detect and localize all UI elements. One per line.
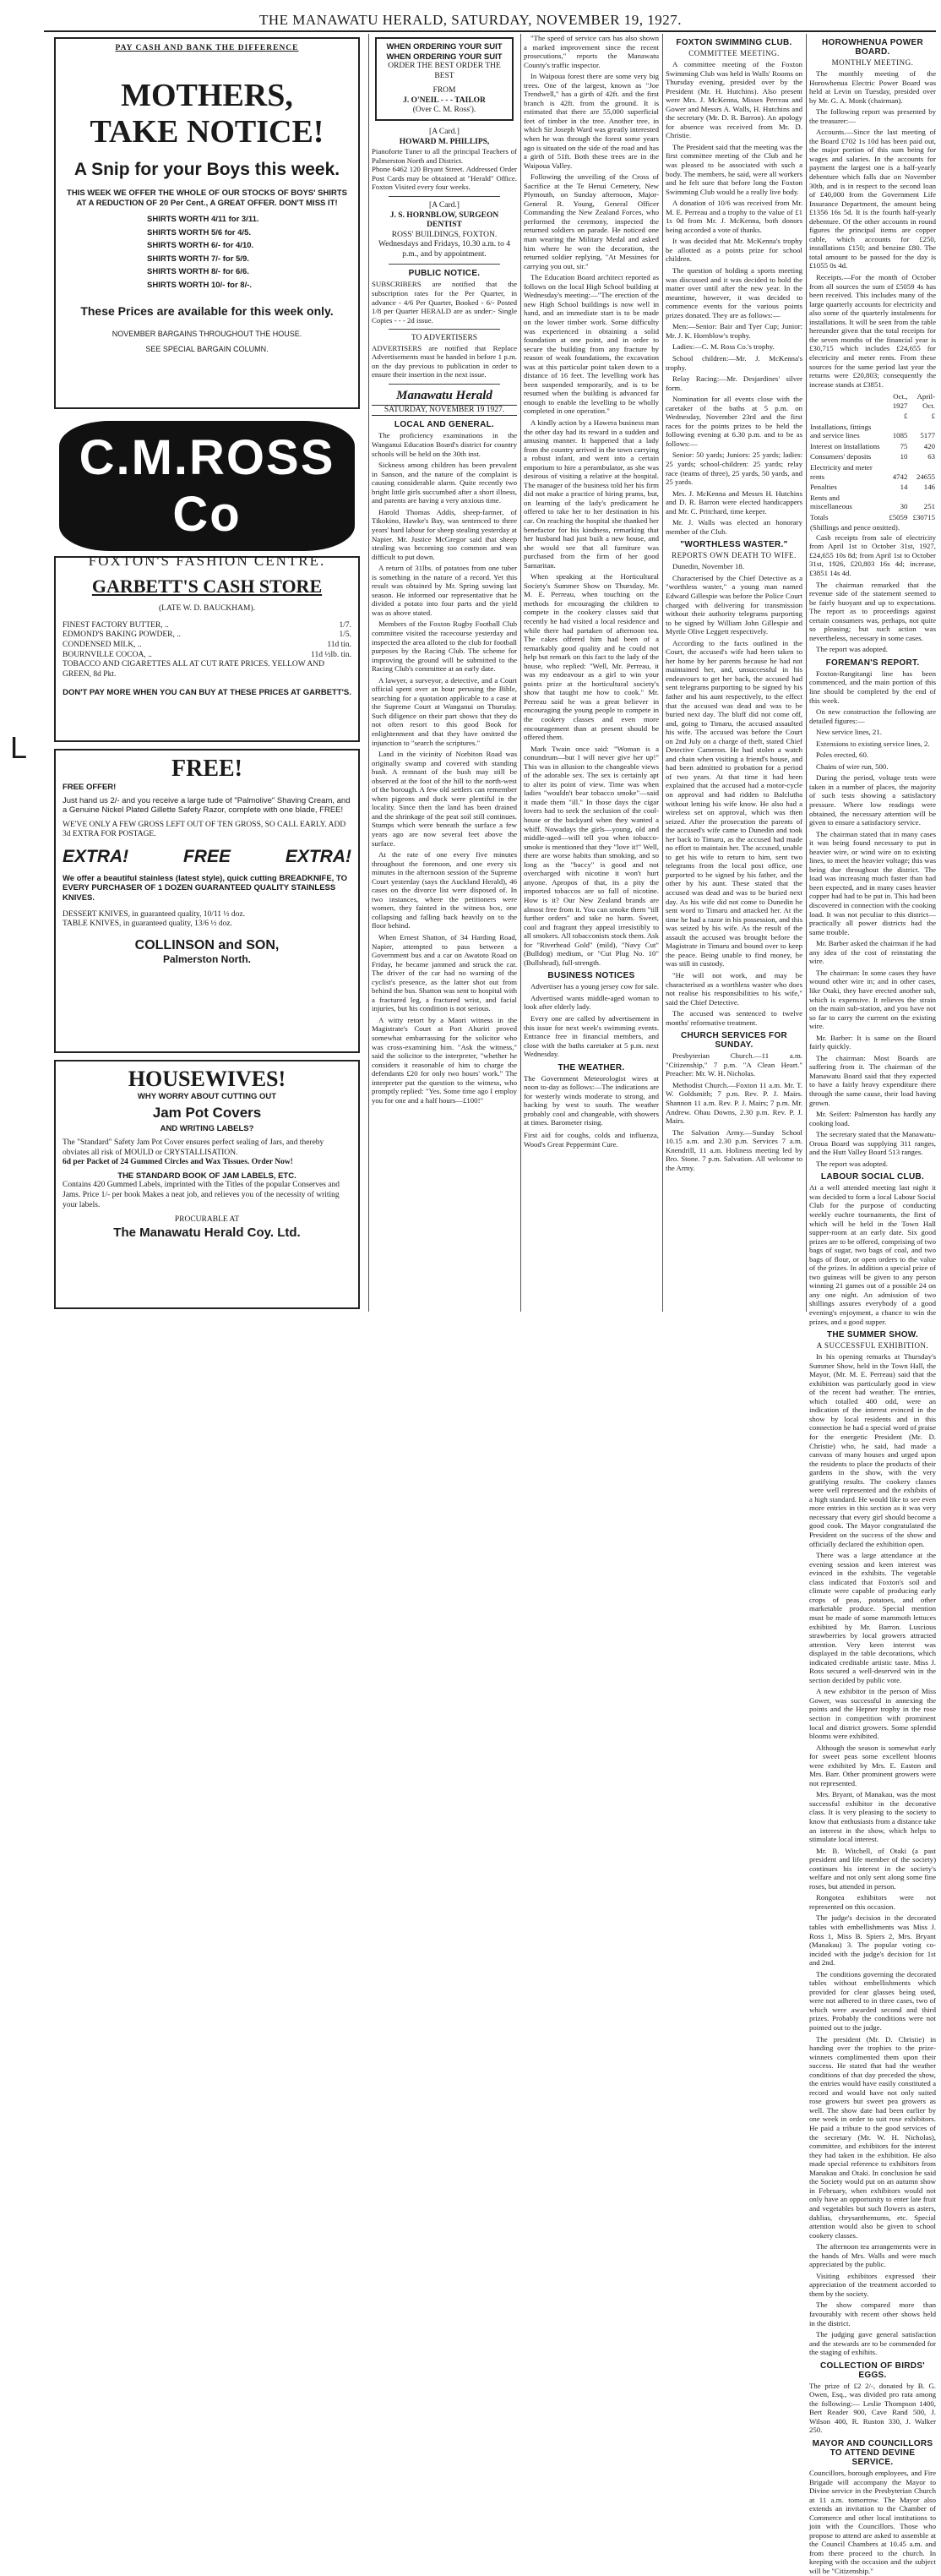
extra-text: We offer a beautiful stainless (latest style), quick cutting BREADKNIFE, TO EVERY PURCHASER OF 1 DOZEN GUARANTEED QUALITY STAINLESS KNIVES. bbox=[63, 873, 347, 903]
column-4 bbox=[666, 34, 802, 1314]
local-paragraph: When Ernest Shatton, of 34 Harding Road, Napier, attempted to pass between a Government bus and a car on Awatoto Road on Friday, he became jammed and struck the car. The driver of the car had no warning of the cyclist's presence, as the latter shot out from behind the bus. Shatton was sent to hospital with a fractured leg, a fractured wrist, and facial injuries, but his condition is not serious. bbox=[372, 933, 517, 1013]
collinson-name: COLLINSON and SON, bbox=[134, 937, 280, 952]
church-text bbox=[666, 1051, 802, 1172]
power-board-heading: HOROWHENUA POWER BOARD. bbox=[822, 38, 923, 57]
table-header-row bbox=[809, 391, 936, 411]
table-header-cell bbox=[809, 411, 883, 422]
table-cell: 63 bbox=[927, 452, 935, 461]
swimming-paragraph: Nomination for all events close with the caretaker of the baths at 5 p.m. on Wednesday, November 23rd and the first races for the points prizes to be held the following evening at 6.30 p.m. and to be as follows:— bbox=[666, 395, 802, 448]
birds-heading: COLLECTION OF BIRDS' EGGS. bbox=[820, 2360, 925, 2380]
table-knives: TABLE KNIVES, in guaranteed quality, 13/6 ½ doz. bbox=[63, 920, 232, 929]
power-paragraph: Cash receipts from sale of electricity from April 1st to October 31st, 1927, £24,655 10s 8d; from April 1st to October 31st, 1926, £20,803 16s 4d; increase, £3851 14s 4d. bbox=[809, 532, 936, 577]
summer-show-text bbox=[809, 1352, 936, 2357]
table-cell: Penalties bbox=[810, 483, 837, 492]
show-paragraph: A new exhibitor in the person of Miss Gower, was successful in annexing the points and the Hepner trophy in the rose section in competition with prominent local and district growers. Some splendid blooms were exhibited. bbox=[809, 1687, 936, 1741]
foreman-paragraph: Mr. Barber: It is same on the Board fairly quickly. bbox=[809, 1033, 936, 1051]
article-paragraph: The Education Board architect reported as follows on the local High School building at Wednesday's meeting:—"The erection of the new High School buildings is now well in hand, and an immediate start is to be made on the lower timber work. Some difficulty was experienced in obtaining a solid foundation at one point, and in order to secure the building from any fracture by reason of weak foundations, the excavation was at this particular point taken down to a distance of 16 feet. The levelling work has been suspended temporarily, and is to be resumed when the building is advanced far enough to enable the levelling to be wholly completed in one operation." bbox=[524, 273, 659, 416]
ross-logo: C.M.ROSS Co bbox=[59, 421, 355, 551]
local-paragraph: At the rate of one every five minutes throughout the forenoon, and one every six minutes in the afternoon session of the Supreme Court yesterday (says the Auckland Herald), 46 cases on the divorce list were disposed of. In two instances, where the petitioners were women, they fainted in the witness box, one collapsing and falling back heavily on to the floor behind. bbox=[372, 850, 517, 931]
local-paragraph: A witty retort by a Maori witness in the Magistrate's Court at Port Ahuriri proved somewhat embarrassing for the solicitor who was cross-examining him. "Ask the witness," said the solicitor to the interpreter, "whether he considers it reasonable of him to charge the defendants £20 for only two hours' work." The interpreter put the question to the witness, who promptly replied: "Yes. Some time ago I employ you for one and a half hours—£100!" bbox=[372, 1015, 517, 1105]
margin-mark: L bbox=[10, 730, 28, 765]
table-row bbox=[809, 482, 936, 493]
column-2 bbox=[372, 34, 517, 1314]
foreman-paragraph: During the period, voltage tests were taken in a number of places, the majority of such tests showing a satisfactory pressure. Where low readings were obtained, the necessary attention will be given to ensure a satisfactory service. bbox=[809, 773, 936, 827]
order-best: ORDER THE BEST ORDER THE BEST bbox=[388, 62, 501, 80]
local-paragraph: Land in the vicinity of Norbiton Road was originally swamp and covered with standing bush. A remnant of the bush may still be observed at the foot of the hill to the north-west of the borough. A few old settlers can remember when pigeons and duck were plentiful in the locality. Since then the land has been drained and the shrinkage of the peat soil still continues. Stumps which were beneath the surface a few years ago are now several feet above the surface. bbox=[372, 750, 517, 848]
table-cell: 75 bbox=[900, 441, 908, 450]
prices-note: These Prices are available for this week only. bbox=[80, 303, 334, 318]
swimming-paragraph: Senior: 50 yards; Juniors: 25 yards; ladies: 25 yards; school-children: 25 yards; relay race (teams of three), 25 yards, 50 yards, and 25 yards. bbox=[666, 450, 802, 487]
collinson-town: Palmerston North. bbox=[162, 952, 251, 965]
summer-show-subheading: A SUCCESSFUL EXHIBITION. bbox=[816, 1341, 929, 1351]
ross-tagline: FOXTON'S FASHION CENTRE. bbox=[88, 553, 326, 569]
church-heading: CHURCH SERVICES FOR SUNDAY. bbox=[680, 1031, 788, 1051]
table-cell: £5059 bbox=[889, 512, 908, 521]
power-paragraph: Receipts.—For the month of October from all sources the sum of £5059 4s has been received. This includes many of the large quarterly accounts for electricity and also some of the quarterly instalments for installations. It will be seen from the table hereunder given that the total receipts for the seven months of the financial year is £30,715 which includes £24,655 for electricity and meter rents. From these sources for the same period last year the returns were £20,803; consequently the increase stands at £3851. bbox=[809, 273, 936, 389]
local-paragraph: Sickness among children has been prevalent in Sanson, and the nature of the complaint is causing considerable alarm. Quite recently two bright little girls succumbed after a short illness, and parents are having a very anxious time. bbox=[372, 461, 517, 505]
free-title: FREE! bbox=[171, 756, 242, 782]
local-general-heading: LOCAL AND GENERAL. bbox=[394, 420, 495, 430]
column-rule-2 bbox=[520, 34, 521, 1312]
mothers-ad bbox=[54, 37, 360, 409]
foreman-paragraph: Foxton-Rangitangi line has been commenced, and the main portion of this line should be completed by the end of this week. bbox=[809, 669, 936, 705]
table-cell: Totals bbox=[810, 512, 829, 521]
foreman-paragraph: Chains of wire run, 500. bbox=[816, 761, 889, 771]
cough-text: First aid for coughs, colds and influenza, Wood's Great Peppermint Cure. bbox=[524, 1130, 659, 1149]
table-cell: 1085 bbox=[892, 431, 908, 440]
show-paragraph: There was a large attendance at the evening session and keen interest was evinced in the exhibits. The vegetable class indicated that Foxton's soil and climate were capable of producing early crops of peas, potatoes, and other marketable produce. Special mention must be made of some mammoth lettuces exhibited by Mr. Barron. Luscious strawberries by local growers attracted attention. Very keen interest was displayed in the table decorations, which indicated creditable artistic taste. Miss J. Ross secured a well-deserved win in the section decided by public vote. bbox=[809, 1551, 936, 1684]
foreman-paragraph: New service lines, 21. bbox=[816, 728, 882, 737]
table-row bbox=[809, 512, 936, 523]
table-row bbox=[809, 422, 936, 441]
swimming-text bbox=[666, 60, 802, 536]
garbett-item-price: 11d tin. bbox=[327, 640, 351, 649]
card-label-1: [A Card.] bbox=[429, 128, 460, 137]
table-row bbox=[809, 493, 936, 512]
power-paragraph: The following report was presented by the treasurer:— bbox=[809, 107, 936, 125]
show-paragraph: The judge's decision in the decorated tables with embellishments was Miss J. Ross 1, Miss B. Spiers 2, Mrs. Bryant (Manakau) 3. The popular voting co-incided with the judge's decision for 1st and 2nd. bbox=[809, 1913, 936, 1967]
table-cell: Interest on Installations bbox=[810, 441, 880, 450]
free-offer-label: FREE OFFER! bbox=[63, 783, 117, 792]
book-title: THE STANDARD BOOK OF JAM LABELS, ETC. bbox=[117, 1171, 296, 1181]
table-cell: £30715 bbox=[912, 512, 935, 521]
weather-heading: THE WEATHER. bbox=[558, 1062, 625, 1072]
summer-show-heading: THE SUMMER SHOW. bbox=[826, 1330, 919, 1340]
table-header-cell: April-Oct. bbox=[917, 392, 935, 410]
show-paragraph: The afternoon tea arrangements were in the hands of Mrs. Walls and were much appreciated by the public. bbox=[809, 2242, 936, 2269]
local-paragraph: A return of 31lbs. of potatoes from one tuber is something in the nature of a record. Yet this result was obtained by Mr. Spring sowing last season. He informed our representative that he divided a potato into four parts and the yield was as above stated. bbox=[372, 564, 517, 617]
swimming-paragraph: The President said that the meeting was the first committee meeting of the Club and he was pleased to be associated with such a body. The members, he said, were all workers and he felt sure that before long the Foxton Swimming Club would be a really live body. bbox=[666, 142, 802, 196]
foreman-paragraph: The secretary stated that the Manawatu-Oroua Board was supplying 311 ranges, and the Hutt Valley Board 513 ranges. bbox=[809, 1130, 936, 1157]
jampot-title: Jam Pot Covers bbox=[152, 1104, 262, 1121]
foreman-paragraph: The report was adopted. bbox=[816, 1159, 889, 1168]
table-row bbox=[809, 451, 936, 462]
worthless-paragraph: "He will not work, and may be characterised as a worthless waster who does not realise his responsibilities to his wife," said the Chief Detective. bbox=[666, 970, 802, 1007]
table-header-row bbox=[809, 411, 936, 422]
book-text: Contains 420 Gummed Labels, imprinted with the Titles of the popular Conserves and Jams. Price 1/- per book Makes a neat job, and relieves you of the necessity of writing your labels. bbox=[63, 1181, 340, 1209]
table-cell: 30 bbox=[900, 502, 908, 511]
local-general-text bbox=[372, 431, 517, 1105]
garbett-item-name: EDMOND'S BAKING POWDER, .. bbox=[63, 630, 181, 640]
swimming-paragraph: School children:—Mr. J. McKenna's trophy. bbox=[666, 353, 802, 372]
table-cell: 14 bbox=[900, 483, 908, 492]
swimming-subheading: COMMITTEE MEETING. bbox=[688, 49, 780, 57]
see-column-line: SEE SPECIAL BARGAIN COLUMN. bbox=[145, 344, 269, 353]
shirt-price-list bbox=[147, 215, 351, 290]
when-ordering-1: WHEN ORDERING YOUR SUIT bbox=[386, 42, 503, 52]
column-rule-1 bbox=[368, 34, 369, 1312]
show-paragraph: In his opening remarks at Thursday's Summer Show, held in the Town Hall, the Mayor, (Mr. M. E. Perreau) said that the exhibition was particularly good in view of the recent bad weather. The entries, which totalled 400 odd, were an indication of the interest evinced in the show by local residents and in this connection he had a special word of praise for the energetic President (Mr. D. Christie) who, he said, had made a canvass of many houses and urged upon the residents to place the products of their gardens in the show, with the very gratifying results. The cookery classes were well represented and the exhibits of a high standard. He would like to see even more entries in this section as it was very necessary that every girl should become a good cook. The Mayor congratulated the President on the success of the show and officially declared the exhibition open. bbox=[809, 1352, 936, 1548]
divider bbox=[389, 264, 500, 265]
dessert-knives: DESSERT KNIVES, in guaranteed quality, 10/11 ½ doz. bbox=[63, 909, 245, 919]
table-header-cell: £ bbox=[903, 412, 908, 421]
foreman-paragraph: The chairman: In some cases they have wound other wire in; and in other cases, like Otaki, they have erected another sub, which is expensive. It relieves the strain on the main sub-station, and you have not so far to carry the current on the existing wire. bbox=[809, 968, 936, 1031]
labour-text: At a well attended meeting last night it was decided to form a local Labour Social Club for the purpose of conducting weekly euchre tournaments, the first of which will be held in the Town Hall supper-room at an early date. Six good prizes are to be offered, comprising of two bags of sugar, two bags of coal, and two bags of flour, or open orders to the value of the prizes. In addition a special prize of two guineas will be given to any person winning 21 games out of a possible 24 on any one night. An admission of two shillings assures everybody of a good evening's enjoyment, a chance to win the prizes, and a good supper. bbox=[809, 1183, 936, 1326]
business-paragraph: Advertised wants middle-aged woman to look after elderly lady. bbox=[524, 993, 659, 1012]
shirt-price: SHIRTS WORTH 8/- for 6/6. bbox=[147, 267, 249, 277]
shirt-price: SHIRTS WORTH 7/- for 5/9. bbox=[147, 254, 249, 264]
housewives-title: HOUSEWIVES! bbox=[128, 1067, 286, 1091]
business-paragraph: Every one are called by advertisement in this issue for next week's swimming events. Entrance free in financial members, and close with the baths caretaker at 5 p.m. next Wednesday. bbox=[524, 1013, 659, 1059]
show-paragraph: The conditions governing the decorated tables without embellishments which provided for clear glasses being used, were not adhered to in three cases, two of which were awarded second and third prizes. Probably the conditions were not pointed out to the judge. bbox=[809, 1969, 936, 2033]
column-3 bbox=[524, 34, 659, 1314]
masthead-rule bbox=[44, 30, 936, 32]
garbett-money: DON'T PAY MORE WHEN YOU CAN BUY AT THESE PRICES AT GARBETT'S. bbox=[63, 688, 351, 698]
shirt-price: SHIRTS WORTH 5/6 for 4/5. bbox=[147, 227, 251, 237]
worthless-heading: "WORTHLESS WASTER." bbox=[680, 540, 788, 550]
power-paragraph: Accounts.—Since the last meeting of the Board £702 1s 10d has been paid out, the major portion of this sum being for wages and salaries. In the accounts for payment the largest one is a half-yearly debenture which falls due on November 30th, and is in respect to the second loan of £40,000 from the Government Life Insurance Department, the amount being £1356 16s 5d. It is the fourth half-yearly debenture. Of the other accounts in round figures the principal items are copper cable, which accounts for £250, installations £150; and benzine £80. The total amount to be passed for the day is £1055 0s 4d. bbox=[809, 128, 936, 270]
local-paragraph: Harold Thomas Addis, sheep-farmer, of Tikokino, Hawke's Bay, was sentenced to three years' hard labour for sheep stealing yesterday at Napier. Mr. Justice McGregor said that sheep stealing was becoming too common and was difficult to put down. bbox=[372, 507, 517, 561]
table-cell: 4742 bbox=[892, 472, 908, 481]
business-text bbox=[524, 982, 659, 1058]
foreman-paragraph: The chairman: Most Boards are suffering from it. The chairman of the Manawatu Board said that they expected to have a fairly heavy expenditure there through the same cause, their load having grown. bbox=[809, 1053, 936, 1107]
herald-company: The Manawatu Herald Coy. Ltd. bbox=[113, 1225, 301, 1240]
foreman-paragraph: Extensions to existing service lines, 2. bbox=[816, 739, 930, 748]
hornblow-hours: Wednesdays and Fridays, 10.30 a.m. to 4 p.m., and by appointment. bbox=[378, 240, 510, 259]
foreman-paragraph: Poles erected, 60. bbox=[816, 750, 869, 760]
power-paragraph: The chairman remarked that the revenue side of the statement seemed to be fairly buoyant and up to expectations. The report as to proceedings against certain consumers was, perhaps, not quite so pleasing; but such action was nevertheless, necessary in some cases. bbox=[809, 580, 936, 642]
garbett-late: (LATE W. D. BAUCKHAM). bbox=[159, 604, 255, 614]
garbett-item-price: 1/7. bbox=[339, 620, 351, 630]
writing-labels: AND WRITING LABELS? bbox=[160, 1123, 254, 1133]
article-paragraph: A kindly action by a Hawera business man the other day had its reward in a sudden and amusing manner. It happened that a lady from the country arrived in the town carrying a robust infant, and went into a certain emporium to hire a perambulator, as she was desirous of visiting a relative at the hospital. The manager of the business told her his firm did not make a practice of hiring prams, but, on learning of the lady's predicament he offered to take her to her destination in his car. On reaching the hospital she thanked her benefactor for his kindness, remarking that her husband had just built a new house, and she would see that all furniture was purchased from the firm of her good Samaritan. bbox=[524, 418, 659, 570]
power-board-subheading: MONTHLY MEETING. bbox=[831, 58, 914, 67]
extra-left: EXTRA! bbox=[63, 846, 129, 866]
show-paragraph: The president (Mr. D. Christie) in handing over the trophies to the prize-winners complimented them upon their success. He stated that had the weather conditions of that day preceded the show, the entries would have easily constituted a record and would have not only suited rose growers but sweet pea growers as well. The show date had been earlier by one week in order to suit rose exhibitors. He paid a tribute to the good services of the secretary (Mr. W. H. Nicholas), committee, and exhibitors for the interest they had taken in the exhibition. He also made special reference to exhibitors from Manakau and Otaki. In conclusion he said the Society would put on an autumn show in February, when exhibitors would not only have an opportunity to enter late fruit and vegetables but such flowers as asters, dahlias, chrysanthemums, etc. Special attention would also be given to school cookery classes. bbox=[809, 2034, 936, 2240]
garbett-tobacco: TOBACCO AND CIGARETTES ALL AT CUT RATE PRICES. YELLOW AND GREEN, 8d Pkt. bbox=[63, 660, 325, 679]
ross-logo-block bbox=[51, 421, 363, 569]
card-label-2: [A Card.] bbox=[429, 200, 460, 210]
mayor-text: Councillors, borough employees, and Fire Brigade will accompany the Mayor to Divine service in the Presbyterian Church at 11 a.m. tomorrow. The Mayor also extends an invitation to the Chamber of Commerce and other local institutions to join with the Councillors. Those who propose to attend are asked to assemble at the Council Chambers at 10.45 a.m. and from there proceed to the church. In keeping with the occasion and the subject will be "Citizenship." bbox=[809, 2468, 936, 2575]
oneil-ad bbox=[375, 37, 514, 121]
foreman-text bbox=[809, 669, 936, 1168]
worthless-text bbox=[666, 562, 802, 1027]
local-paragraph: A lawyer, a surveyor, a detective, and a Court official spent over an hour perusing the Bible, searching for a quotation applicable to a case at the Supreme Court at Wanganui on Thursday. Such diligence on their part shows that they do not often resort to this good Book for enlightenment and that they have omitted the injunction to "search the scriptures." bbox=[372, 675, 517, 747]
oneil-sub: (Over C. M. Ross'). bbox=[412, 106, 476, 115]
garbett-price-list bbox=[63, 621, 351, 660]
swimming-paragraph: Mr. J. Walls was elected an honorary member of the Club. bbox=[666, 518, 802, 536]
shirt-price: SHIRTS WORTH 6/- for 4/10. bbox=[147, 241, 254, 251]
article-paragraph: In Waipoua forest there are some very big trees. One of the largest, known as "Joe Trendwell," has a girth of 42ft. and the first branch is 42ft. from the ground. It is estimated that there are 55,000 superficial feet of timber in the tree. Another tree, in which Sir Joseph Ward was greatly interested when he was through the forest some years ago is situated on the side of the road and has a girth of 51ft. Both these trees are in the Waipoua Valley. bbox=[524, 72, 659, 170]
why-worry: WHY WORRY ABOUT CUTTING OUT bbox=[137, 1092, 277, 1101]
divider bbox=[389, 384, 500, 385]
worthless-paragraph: The accused was sentenced to twelve months' reformative treatment. bbox=[666, 1009, 802, 1027]
table-cell: Consumers' deposits bbox=[810, 452, 872, 461]
weather-text: The Government Meteorologist wires at noon to-day as follows:—The indications are for westerly winds moderate to strong, and backing by west to south. The weather probably cool and changeable, with showers at times. Barometer rising. bbox=[524, 1073, 659, 1127]
local-paragraph: The proficiency examinations in the Wanganui Education Board's district for country schools will be held on the 30th inst. bbox=[372, 431, 517, 458]
table-note: (Shillings and pence omitted). bbox=[810, 523, 900, 532]
show-paragraph: Although the season is somewhat early for sweet peas some excellent blooms were exhibited by Mrs. E. Easton and Mrs. Barr. Other prominent growers were not represented. bbox=[809, 1743, 936, 1787]
table-header-cell bbox=[809, 391, 883, 411]
show-paragraph: Visiting exhibitors expressed their appreciation of the treatment accorded to them by the society. bbox=[809, 2271, 936, 2298]
offer-text: THIS WEEK WE OFFER THE WHOLE OF OUR STOCKS OF BOYS' SHIRTS AT A REDUCTION OF 20 Per Cent., A GREAT OFFER. DON'T MISS IT! bbox=[67, 188, 347, 208]
foreman-heading: FOREMAN'S REPORT. bbox=[825, 658, 920, 668]
table-cell: Electricity and meter rents bbox=[810, 462, 873, 481]
standard-text: The "Standard" Safety Jam Pot Cover ensures perfect sealing of Jars, and thereby obviates all risk of MOULD or CRYSTALLISATION. bbox=[63, 1138, 324, 1157]
swimming-paragraph: Men:—Senior: Bair and Tyer Cup; Junior: Mr. J. K. Hornblow's trophy. bbox=[666, 322, 802, 340]
divider bbox=[389, 196, 500, 197]
when-ordering-2: WHEN ORDERING YOUR SUIT bbox=[386, 52, 503, 62]
masthead: THE MANAWATU HERALD, SATURDAY, NOVEMBER 19, 1927. bbox=[258, 12, 683, 28]
foreman-paragraph: On new construction the following are detailed figures:— bbox=[809, 707, 936, 725]
church-paragraph: The Salvation Army.—Sunday School 10.15 a.m. and 2.30 p.m. Services 7 a.m. Knendrill, 11 a.m. Holiness meeting led by Bro. Stone. 7 p.m. Salvation. All welcome to the Army. bbox=[666, 1127, 802, 1172]
power-board-text bbox=[809, 69, 936, 389]
garbett-item-price: 11d ½lb. tin. bbox=[311, 650, 351, 659]
garbett-item bbox=[63, 621, 351, 631]
swimming-paragraph: Relay Racing:—Mr. Desjardines' silver form. bbox=[666, 374, 802, 392]
hornblow-address: ROSS' BUILDINGS, FOXTON. bbox=[391, 230, 498, 239]
garbett-item-name: FINEST FACTORY BUTTER, .. bbox=[63, 620, 169, 630]
mayor-heading: MAYOR AND COUNCILLORS TO ATTEND DEVINE SERVICE. bbox=[812, 2438, 933, 2467]
garbett-item bbox=[63, 630, 351, 641]
free-offer-ad bbox=[54, 749, 360, 1053]
snip-headline: A Snip for your Boys this week. bbox=[73, 159, 340, 179]
paper-name: Manawatu Herald bbox=[396, 388, 492, 402]
swimming-paragraph: It was decided that Mr. McKenna's trophy be allotted as a points prize for school children. bbox=[666, 237, 802, 264]
phillips-name: HOWARD M. PHILLIPS, bbox=[399, 137, 490, 146]
swimming-paragraph: A committee meeting of the Foxton Swimming Club was held in Walls' Rooms on Thursday evening, presided over by the President (Mr. H. Hutchins). Also present were Mrs. J. McKenna, Misses Perreau and Gower and Messrs A. Walls, H. Hutchins and the secretary (Mr. D. R. Barron). An apology for absence was received from Mr. D. Christie. bbox=[666, 60, 802, 140]
swimming-heading: FOXTON SWIMMING CLUB. bbox=[676, 38, 792, 47]
show-paragraph: Mr. B. Witchell, of Otaki (a past president and life member of the society) continues his interest in the society's welfare and not only sent along some fine roses, but attended in person. bbox=[809, 1846, 936, 1891]
table-note-row bbox=[809, 522, 936, 533]
foreman-paragraph: Mr. Seifert: Palmerston has hardly any cooking load. bbox=[809, 1110, 936, 1127]
swimming-paragraph: The question of holding a sports meeting was discussed and it was decided to hold the matter over until after the new year. In the meantime, however, it was decided to commence events for the various points prizes donated. They are as follows:— bbox=[666, 266, 802, 319]
extra-row bbox=[63, 847, 351, 867]
banner-text: PAY CASH AND BANK THE DIFFERENCE bbox=[115, 44, 299, 52]
power-paragraph: The monthly meeting of the Horowhenua Electric Power Board was held at Levin on Tuesday, presided over by Mr. G. A. Monk (chairman). bbox=[809, 69, 936, 105]
table-cell: 5177 bbox=[920, 431, 935, 440]
public-notice-heading: PUBLIC NOTICE. bbox=[408, 269, 481, 279]
worthless-paragraph: According to the facts outlined in the Court, the accused's wife had been taken to her home by her parents because he had not maintained her, and, unsuccessful in his endeavours to get her back, the accused had sent telegrams purporting to be signed by his father and his aunt respectively, to the effect that the accused was dead and was to be buried next day. The bluff did not come off, and, going to Timaru, the accused assaulted his wife. The accused was before the Court on 2nd July on a charge of theft, stated Chief Detective Cameron. He had stolen a watch and chain when visiting a friend's house, and had been admitted to probation for a period of two years. At that time it had been explained that the accused had a motor-cycle on approval and had ridden to Balclutha without letting his wife know. He also had a wireless set on approval, which was then seized. After the prosecution the parents of the accused's wife came to Dunedin and took her back to Timaru, as the accused had made no effort to maintain her. The accused, unable to get his wife to return to him, sent two telegrams from the local post office, one purported to be signed by his father, and the other by his aunt. These stated that the accused was dead and was to be buried next day. As his wife did not come to Dunedin he sent word to Timaru and attacked her. At the time he had a razor in his possession, and this was seized by his wife. As the result of the assault the accused was brought before the Magistrate in Timaru and bound over to keep the peace. Being unable to find money, he was still in custody. bbox=[666, 638, 802, 969]
extra-right: EXTRA! bbox=[285, 846, 351, 866]
garbett-item bbox=[63, 641, 351, 651]
table-row bbox=[809, 441, 936, 452]
subscribers-notice: SUBSCRIBERS are notified that the subscription rates for the Per Quarter, in advance - 4/6 Per Quarter, Booked - 6/- Posted 1/8 per Quarter HERALD are as under:- Single Copies - - - 2d issue. bbox=[372, 280, 517, 325]
receipts-table bbox=[809, 391, 936, 533]
advertisers-notice: ADVERTISERS are notified that Replace Advertisements must be handed in before 1 p.m. on the day previous to publication in order to ensure their insertion in the next issue. bbox=[372, 343, 517, 379]
free-offer-text: Just hand us 2/- and you receive a large tude of "Palmolive" Shaving Cream, and a Genuine Nickel Plated Gillette Safety Razor, complete with one blade, FREE! bbox=[63, 795, 351, 816]
labour-heading: LABOUR SOCIAL CLUB. bbox=[820, 1172, 925, 1182]
table-cell: 10 bbox=[900, 452, 908, 461]
table-row bbox=[809, 462, 936, 482]
divider bbox=[389, 329, 500, 330]
show-paragraph: Mrs. Bryant, of Manakau, was the most successful exhibitor in the decorative class. It is very pleasing to the society to know that enthusiasts from a distance take an interest in the show, which helps to stimulate local interest. bbox=[809, 1790, 936, 1844]
worthless-paragraph: Dunedin, November 18. bbox=[672, 562, 745, 571]
shirt-price: SHIRTS WORTH 4/11 for 3/11. bbox=[147, 215, 259, 225]
article-paragraph: When speaking at the Horticultural Society's Summer Show on Thursday, Mr. M. E. Perreau, when touching on the methods for encouraging the children to compete in the cookery classes said that recently he had visited a local residence and while there had partaken of afternoon tea. The cakes offered him had been of a remarkably good quality and he could not help but remark on this fact to the lady of the house, who replied: "Well, Mr. Perreau, it was my endeavour as a girl to win your points prize at the horticultural society's show that taught me how to cook." Mr. Perreau said he was a great believer in encouraging the young people to compete in the cookery classes and even more encouragement than at present should be offered them. bbox=[524, 572, 659, 742]
column-rule-4 bbox=[806, 34, 807, 1312]
garbett-item-price: 1/5. bbox=[339, 630, 351, 640]
birds-text: The prize of £2 2/-, donated by B. G. Owen, Esq., was divided pro rata among the following:— Leslie Thompson 1400, Bert Reader 900, Cave Rand 500, J. Wilson 400, R. Ruston 330, J. Walker 250. bbox=[809, 2381, 936, 2435]
housewives-ad bbox=[54, 1060, 360, 1309]
worthless-paragraph: Characterised by the Chief Detective as a "worthless waster," a young man named Edward Gillespie was before the Police Court charged with delivering for transmission without their authority telegrams purporting to be signed by William John Gillespie and Myrtle Olive Leggett respectively. bbox=[666, 573, 802, 636]
phillips-address: Phone 6462 120 Bryant Street. Addressed Order Post Cards may be obtained at "Herald" Office. Foxton Visited every four weeks. bbox=[372, 165, 517, 192]
power-paragraph: The report was adopted. bbox=[816, 645, 889, 654]
table-header-cell: £ bbox=[931, 412, 935, 421]
packet-text: 6d per Packet of 24 Gummed Circles and Wax Tissues. Order Now! bbox=[63, 1158, 293, 1167]
advertisers-heading: TO ADVERTISERS bbox=[411, 334, 478, 343]
garbett-item-name: BOURNVILLE COCOA, .. bbox=[63, 650, 152, 659]
phillips-text: Pianoforte Tuner to all the principal Teachers of Palmerston North and District. bbox=[372, 147, 517, 165]
column-5-text bbox=[809, 34, 936, 2575]
garbett-title: GARBETT'S CASH STORE bbox=[91, 576, 323, 597]
garbett-item-name: CONDENSED MILK, .. bbox=[63, 640, 142, 649]
show-paragraph: Rongotea exhibitors were not represented on this occasion. bbox=[809, 1893, 936, 1911]
show-paragraph: The judging gave general satisfaction and the stewards are to be commended for the staging of exhibits. bbox=[809, 2330, 936, 2357]
shirt-price: SHIRTS WORTH 10/- for 8/-. bbox=[147, 281, 253, 290]
table-header-cell: Oct., 1927 bbox=[892, 392, 908, 410]
table-cell: 251 bbox=[923, 502, 935, 511]
foreman-paragraph: Mr. Barber asked the chairman if he had any idea of the cost of reinstating the wire. bbox=[809, 939, 936, 966]
table-cell: 420 bbox=[923, 441, 935, 450]
table-cell: 24655 bbox=[917, 472, 935, 481]
hornblow-name: J. S. HORNBLOW, SURGEON DENTIST bbox=[389, 210, 499, 230]
business-paragraph: Advertiser has a young jersey cow for sale. bbox=[530, 982, 659, 991]
article-paragraph: Mark Twain once said: "Woman is a conundrum—but I will never give her up!" This was in allusion to the changeable views of the adorable sex. The sex is certainly apt to alter its point of view. Time was when ladies "wouldn't bear tobacco smoke"—said it made them "ill." In those days the cigar lovers had to seek the seclusion of the cool-house or the backyard when they wanted a whiff. Nowadays the girls—young, old and middle-aged—will tell you when tobacco-smoke is mentioned that they "love it!" Well, there are worse habits than smoking, and so long as the "baccy" is good and not overcharged with nicotine it won't hurt anyone. Apropos of that, its a pity the imported tobaccos are so full of nicotine. How is it? Our New Zealand brands are almost free from it. You can smoke them "till further orders" and take no harm. Sweet, cool and fragrant they appeal irresistibly to all smokers. All tobacconists stock them. Ask for "Riverhead Gold" (mild), "Navy Cut" (Bulldog) medium, or "Cut Plug No. 10" (Bullshead), full-strength. bbox=[524, 744, 659, 967]
table-cell: Installations, fittings and service lines bbox=[810, 422, 872, 440]
procurable: PROCURABLE AT bbox=[174, 1215, 240, 1225]
worthless-subheading: REPORTS OWN DEATH TO WIFE. bbox=[672, 551, 797, 560]
paper-date: SATURDAY, NOVEMBER 19 1927. bbox=[372, 405, 517, 417]
church-paragraph: Presbyterian Church.—11 a.m. "Citizenship," 7 p.m. "A Clean Heart." Preacher: Mr. W. H. Nicholas. bbox=[666, 1051, 802, 1078]
table-cell: Rents and miscellaneous bbox=[810, 493, 852, 511]
article-paragraph: Following the unveiling of the Cross of Sacrifice at the Te Henui Cemetery, New Plymouth, on Sunday afternoon, Major-General R. Young, General Officer Commanding the New Zealand Forces, who performed the ceremony, inspected the returned soldiers on parade. He noticed one man wearing the Military Medal and asked him where he won the decoration, the returned soldier replying, "At Messines for carrying you out, sir." bbox=[524, 172, 659, 270]
power-board-text-2 bbox=[809, 533, 936, 654]
swimming-paragraph: Ladies:—C. M. Ross Co.'s trophy. bbox=[672, 342, 775, 352]
local-paragraph: Members of the Foxton Rugby Football Club committee visited the racecourse yesterday and inspected the area alloted to the club for football purposes by the Racing Club. The scheme for improving the ground will be submitted to the Racing Club's committee at an early date. bbox=[372, 619, 517, 674]
extra-free: FREE bbox=[182, 846, 231, 866]
foreman-paragraph: The chairman stated that in many cases it was being found necessary to put in heavier wire, or wind wire on to existing lines, to meet the heavier voltage; this was being due throughout the district. The load was increasing much faster than had been expected, and in many cases heavier copper had had to be put in. This had been discovered in connection with the cooking load. It was not peculiar to this district—practically all power districts had the same trouble. bbox=[809, 829, 936, 936]
church-paragraph: Methodist Church.—Foxton 11 a.m. Mr. T. W. Goldsmith; 7 p.m. Rev. P. J. Mairs. Shannon 11 a.m. Rev. P. J. Mairs; 7 p.m. Mr. Andrew. Ohau Downs, 2.30 p.m. Rev. P. J. Mairs. bbox=[666, 1080, 802, 1126]
mothers-title: MOTHERS, TAKE NOTICE! bbox=[90, 77, 324, 150]
column-3-articles bbox=[524, 34, 659, 967]
business-heading: BUSINESS NOTICES bbox=[547, 971, 635, 981]
garbett-ad bbox=[54, 556, 360, 742]
swimming-paragraph: A donation of 10/6 was received from Mr. M. E. Perreau and a trophy to the value of £1 1s 0d from Mr. J. McKenna, both donors being accorded a vote of thanks. bbox=[666, 199, 802, 234]
free-few-text: WE'VE ONLY A FEW GROSS LEFT OUT OF TEN GROSS, SO CALL EARLY. ADD 3d EXTRA FOR POSTAGE. bbox=[63, 820, 346, 839]
from-label: FROM bbox=[432, 86, 456, 96]
table-cell: 146 bbox=[923, 483, 935, 492]
column-rule-3 bbox=[662, 34, 663, 1312]
bargains-line: NOVEMBER BARGAINS THROUGHOUT THE HOUSE. bbox=[112, 329, 302, 338]
article-paragraph: "The speed of service cars has also shown a marked improvement since the recent prosecutions," reports the Manawatu County's traffic inspector. bbox=[524, 34, 659, 69]
oneil-name: J. O'NEIL - - - TAILOR bbox=[403, 96, 486, 105]
garbett-item bbox=[63, 651, 351, 661]
column-ads-left bbox=[51, 34, 363, 1314]
swimming-paragraph: Mrs. J. McKenna and Messrs H. Hutchins and D. R. Barron were elected handicappers and Mr. C. Pritchard, time keeper. bbox=[666, 488, 802, 516]
show-paragraph: The show compared more than favourably with recent other shows held in the district. bbox=[809, 2300, 936, 2328]
